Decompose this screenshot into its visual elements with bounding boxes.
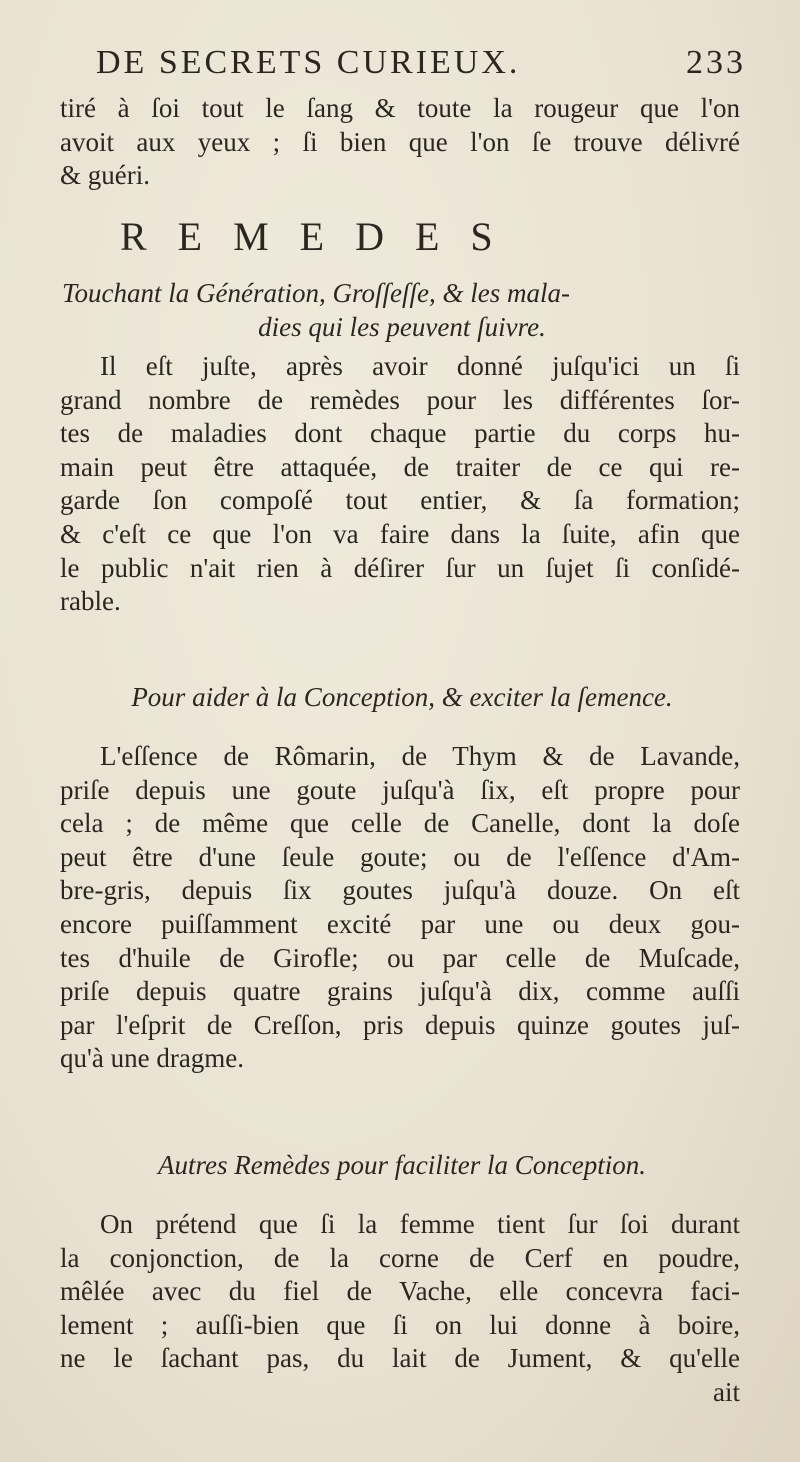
text-line: lement ; auſſi-bien que ſi on lui donne à boire, (60, 1309, 740, 1340)
section-heading (62, 276, 742, 344)
heading-line: Touchant la Génération, Groſſeſſe, & les mala- (62, 278, 570, 308)
text-line: On prétend que ſi la femme tient ſur ſoi durant (100, 1209, 740, 1239)
catchword: ait (713, 1376, 740, 1407)
text-line: rable. (60, 586, 121, 617)
text-line: & guéri. (60, 160, 150, 191)
text-line: qu'à une dragme. (60, 1043, 245, 1074)
text-line: garde ſon compoſé tout entier, & ſa formation; (60, 485, 740, 516)
paragraph-1 (60, 350, 740, 619)
text-line: peut être d'une ſeule goute; ou de l'eſſence d'Am- (60, 841, 740, 872)
text-line: main peut être attaquée, de traiter de ce qui re- (60, 451, 740, 482)
text-line: priſe depuis quatre grains juſqu'à dix, comme auſſi (60, 976, 740, 1007)
text-line: bre-gris, depuis ſix goutes juſqu'à douze. On eſt (60, 875, 740, 906)
text-line: grand nombre de remèdes pour les différentes ſor- (60, 384, 740, 415)
heading-line: dies qui les peuvent ſuivre. (258, 312, 546, 342)
text-line: ne le ſachant pas, du lait de Jument, & qu'elle (60, 1343, 740, 1374)
subheading-other-remedies: Autres Remèdes pour faciliter la Conception. (158, 1150, 646, 1180)
text-line: la conjonction, de la corne de Cerf en poudre, (60, 1242, 740, 1273)
text-line: encore puiſſamment excité par une ou deux gou- (60, 908, 740, 939)
running-header (96, 44, 746, 82)
text-line: tiré à ſoi tout le ſang & toute la rougeur que l'on (60, 93, 740, 123)
header-title: DE SECRETS CURIEUX. (96, 44, 521, 81)
text-line: cela ; de même que celle de Canelle, dont la doſe (60, 808, 740, 839)
text-line: Il eſt juſte, après avoir donné juſqu'ici un ſi (100, 351, 740, 381)
paragraph-2 (60, 740, 740, 1076)
paragraph-3 (60, 1208, 740, 1410)
text-line: mêlée avec du fiel de Vache, elle concevra faci- (60, 1276, 740, 1307)
section-title: REMEDES (120, 214, 524, 259)
text-line: priſe depuis une goute juſqu'à ſix, eſt propre pour (60, 774, 740, 805)
text-line: L'eſſence de Rômarin, de Thym & de Lavande, (100, 741, 740, 771)
text-line: avoit aux yeux ; ſi bien que l'on ſe trouve délivré (60, 126, 740, 157)
subheading-conception: Pour aider à la Conception, & exciter la ſemence. (131, 682, 673, 712)
text-line: tes d'huile de Girofle; ou par celle de Muſcade, (60, 942, 740, 973)
text-line: tes de maladies dont chaque partie du corps hu- (60, 418, 740, 449)
text-line: & c'eſt ce que l'on va faire dans la ſuite, afin que (60, 518, 740, 549)
intro-text (60, 92, 740, 193)
page-number: 233 (686, 44, 746, 81)
text-line: le public n'ait rien à déſirer ſur un ſujet ſi conſidé- (60, 552, 740, 583)
text-line: par l'eſprit de Creſſon, pris depuis quinze goutes juſ- (60, 1009, 740, 1040)
